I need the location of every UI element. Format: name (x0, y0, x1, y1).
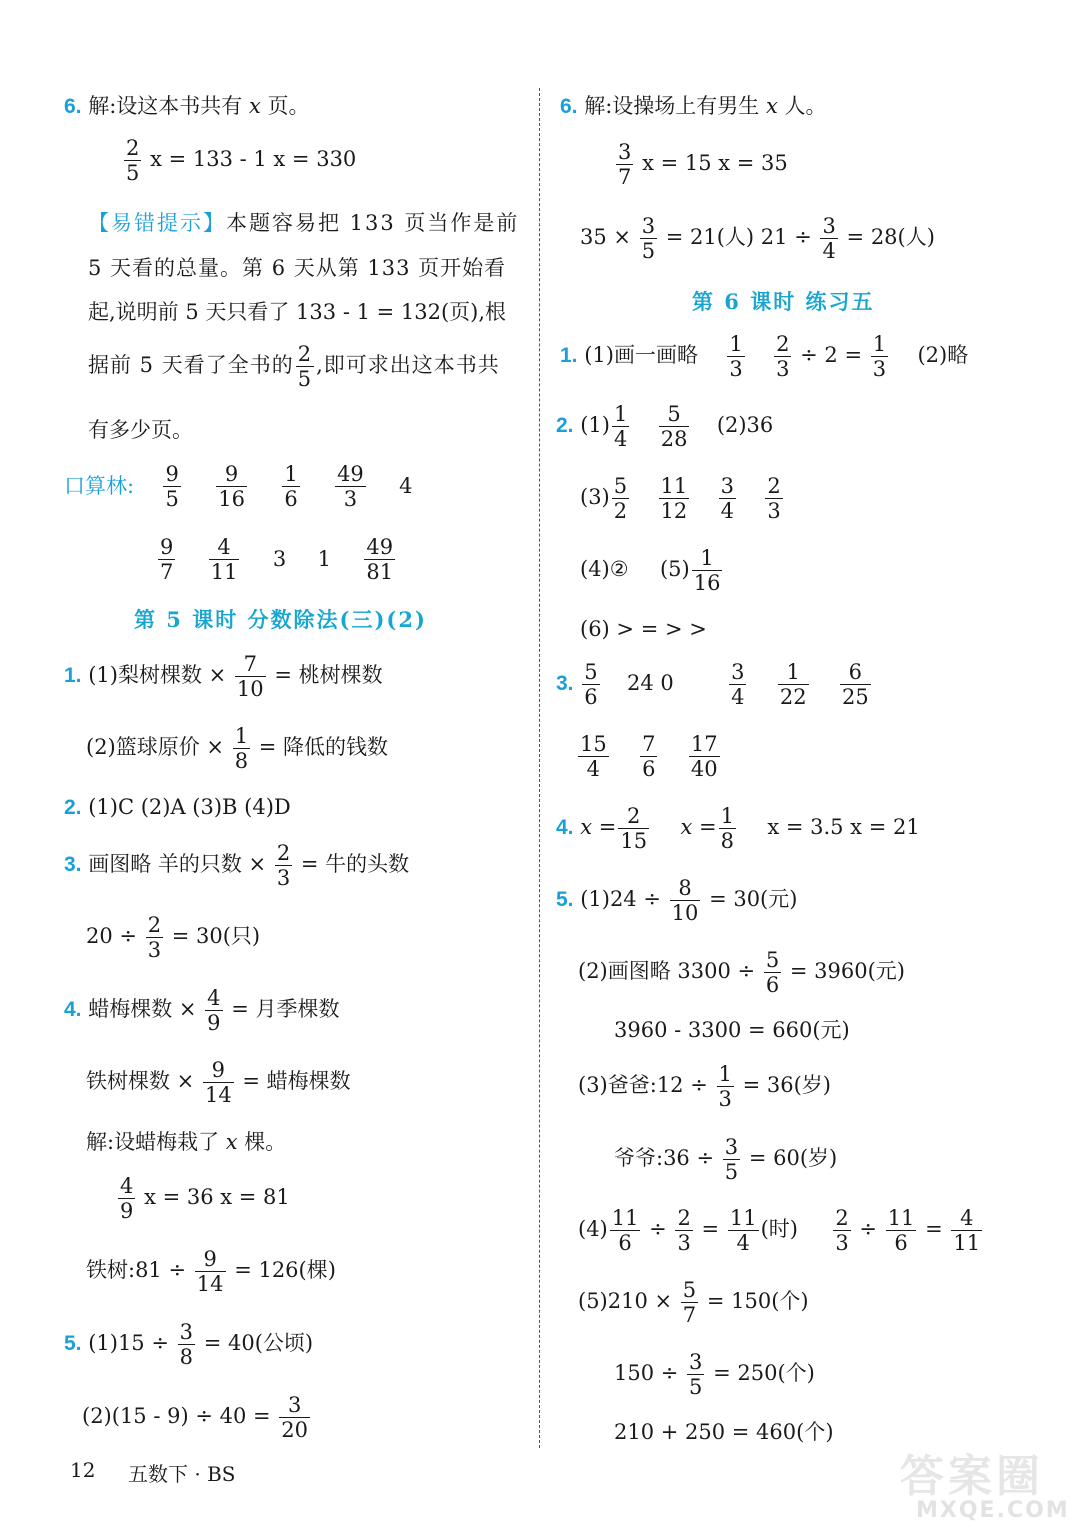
page-number: 12 (70, 1458, 96, 1482)
right-p5-d: (3)爸爸:12 ÷ $\frac{1}{3}$ = 36(岁) (578, 1062, 831, 1112)
right-p1: 1. (1)画一画略 $\frac{1}{3}$ $\frac{2}{3}$ ÷ 2 = $\frac{1}{3}$ (2)略 (560, 332, 969, 382)
section-title-lesson-6: 第 6 课时 练习五 (692, 289, 875, 314)
left-s4-c: 解:设蜡梅栽了 x 棵。 (86, 1130, 287, 1154)
left-s3-b: 20 ÷ $\frac{2}{3}$ = 30(只) (86, 913, 261, 963)
right-p3-b: $\frac{15}{4}$ $\frac{7}{6}$ $\frac{17}{40}$ (580, 732, 718, 782)
error-tip-line-3: 起,说明前 5 天只看了 133 - 1 = 132(页),根 (88, 300, 507, 324)
right-p2-d: (6) > = > > (580, 617, 707, 641)
error-tip-line-1: 【易错提示】本题容易把 133 页当作是前 (88, 211, 520, 235)
fraction: $\frac{2}{5}$ (297, 342, 313, 392)
right-p2-b: (3) $\frac{5}{2}$ $\frac{11}{12}$ $\frac{3}{4}$ $\frac{2}{3}$ (580, 474, 781, 524)
left-s1-a: 1. (1)梨树棵数 × $\frac{7}{10}$ = 桃树棵数 (64, 652, 383, 702)
left-s4-e: 铁树:81 ÷ $\frac{9}{14}$ = 126(棵) (86, 1247, 336, 1297)
watermark-logo: 答案圈 MXQE.COM (900, 1451, 1070, 1523)
error-tip-line-5: 有多少页。 (88, 418, 193, 442)
column-divider (539, 88, 540, 1448)
right-q6-equation: $\frac{3}{7}$ x = 15 x = 35 (618, 140, 788, 190)
right-p5-b: (2)画图略 3300 ÷ $\frac{5}{6}$ = 3960(元) (578, 948, 905, 998)
left-s4-b: 铁树棵数 × $\frac{9}{14}$ = 蜡梅棵数 (86, 1058, 351, 1108)
book-label: 五数下 · BS (128, 1462, 236, 1486)
left-s3-a: 3. 画图略 羊的只数 × $\frac{2}{3}$ = 牛的头数 (64, 841, 410, 891)
right-p4: 4. x = $\frac{2}{15}$ x = $\frac{1}{8}$ x = 3.5 x = 21 (556, 804, 920, 854)
right-q6: 6. 解:设操场上有男生 x 人。 (560, 94, 827, 118)
error-tip-title: 【易错提示】 (88, 211, 226, 235)
question-number: 6. (64, 95, 82, 118)
right-p5-a: 5. (1)24 ÷ $\frac{8}{10}$ = 30(元) (556, 876, 798, 926)
right-p5-f: (4) $\frac{11}{6}$ ÷ $\frac{2}{3}$ = $\frac{11}{4}$ (时) $\frac{2}{3}$ ÷ $\frac{11}{6}$ = $\frac{4}{11}$ (578, 1206, 981, 1256)
oral-calc-label: 口算林: (64, 474, 135, 499)
left-s5-a: 5. (1)15 ÷ $\frac{3}{8}$ = 40(公顷) (64, 1320, 314, 1370)
error-tip-line-2: 5 天看的总量。第 6 天从第 133 页开始看 (88, 256, 507, 280)
left-s1-b: (2)篮球原价 × $\frac{1}{8}$ = 降低的钱数 (86, 724, 389, 774)
left-s5-b: (2)(15 - 9) ÷ 40 = $\frac{3}{20}$ (82, 1393, 309, 1443)
right-p5-e: 爷爷:36 ÷ $\frac{3}{5}$ = 60(岁) (614, 1135, 838, 1185)
left-q6-equation: $\frac{2}{5}$ x = 133 - 1 x = 330 (126, 136, 357, 186)
right-p5-h: 150 ÷ $\frac{3}{5}$ = 250(个) (614, 1350, 815, 1400)
right-p3-a: 3. $\frac{5}{6}$ 24 0 $\frac{3}{4}$ $\frac{1}{22}$ $\frac{6}{25}$ (556, 660, 869, 710)
oral-calc-row-2: $\frac{9}{7}$ $\frac{4}{11}$ 3 1 $\frac{49}{81}$ (160, 535, 394, 585)
right-p2-c: (4)② (5) $\frac{1}{16}$ (580, 546, 721, 596)
right-p5-c: 3960 - 3300 = 660(元) (614, 1018, 850, 1042)
oral-calc-row-1: 口算林: $\frac{9}{5}$ $\frac{9}{16}$ $\frac{1}{6}$ $\frac{49}{3}$ 4 (64, 462, 413, 512)
left-s4-d: $\frac{4}{9}$ x = 36 x = 81 (120, 1174, 290, 1224)
left-s4-a: 4. 蜡梅棵数 × $\frac{4}{9}$ = 月季棵数 (64, 986, 340, 1036)
right-p2-a: 2. (1) $\frac{1}{4}$ $\frac{5}{28}$ (2)36 (556, 402, 774, 452)
left-s2: 2. (1)C (2)A (3)B (4)D (64, 795, 291, 819)
left-q6: 6. 解:设这本书共有 x 页。 (64, 94, 310, 118)
error-tip-line-4: 据前 5 天看了全书的 $\frac{2}{5}$ ,即可求出这本书共 (88, 342, 500, 392)
right-p5-g: (5)210 × $\frac{5}{7}$ = 150(个) (578, 1278, 809, 1328)
right-p5-i: 210 + 250 = 460(个) (614, 1420, 834, 1444)
section-title-lesson-5: 第 5 课时 分数除法(三)(2) (134, 607, 427, 632)
right-q6-calc: 35 × $\frac{3}{5}$ = 21(人) 21 ÷ $\frac{3}{4}$ = 28(人) (580, 214, 935, 264)
fraction: $\frac{2}{5}$ (126, 136, 140, 186)
